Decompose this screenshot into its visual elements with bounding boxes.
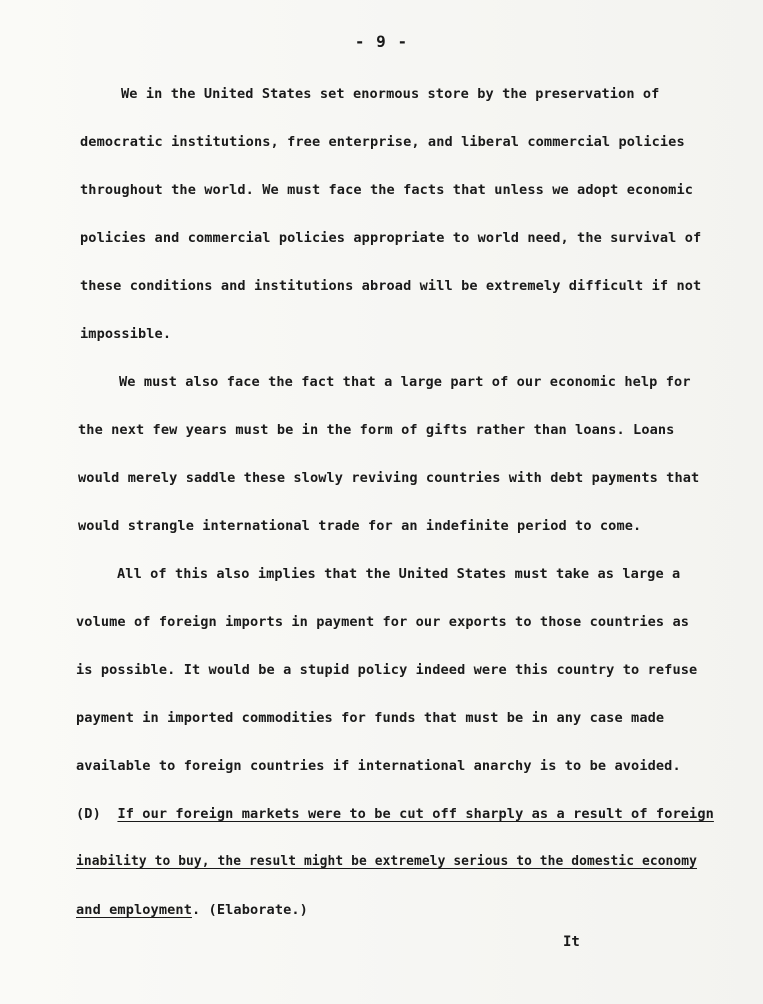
- p3-line-3: is possible. It would be a stupid policy indeed were this country to refuse: [76, 662, 698, 678]
- section-d-line-3: [76, 902, 308, 918]
- p1-line-3: throughout the world. We must face the facts that unless we adopt economic: [80, 182, 694, 198]
- p1-line-5: these conditions and institutions abroad will be extremely difficult if not: [80, 278, 702, 294]
- section-d-line-2: inability to buy, the result might be extremely serious to the domestic economy: [76, 854, 698, 869]
- p2-line-4: would strangle international trade for an indefinite period to come.: [78, 518, 642, 534]
- p2-line-2: the next few years must be in the form of gifts rather than loans. Loans: [78, 422, 675, 438]
- p3-line-4: payment in imported commodities for funds that must be in any case made: [76, 710, 665, 726]
- p3-line-5: available to foreign countries if international anarchy is to be avoided.: [76, 758, 681, 774]
- p2-line-3: would merely saddle these slowly reviving countries with debt payments that: [78, 470, 700, 486]
- page-number: - 9 -: [354, 32, 409, 51]
- section-d-line-3-rest: . (Elaborate.): [191, 902, 308, 918]
- p1-line-6: impossible.: [80, 326, 172, 342]
- p3-line-2: volume of foreign imports in payment for our exports to those countries as: [76, 614, 690, 630]
- p3-line-1: All of this also implies that the United States must take as large a: [117, 566, 681, 582]
- p2-line-1: We must also face the fact that a large part of our economic help for: [119, 374, 691, 390]
- section-d: [76, 806, 714, 822]
- p1-line-4: policies and commercial policies appropriate to world need, the survival of: [80, 230, 702, 246]
- section-d-line-1: If our foreign markets were to be cut off sharply as a result of foreign: [117, 806, 714, 822]
- catchword: It: [563, 934, 580, 950]
- p1-line-1: We in the United States set enormous store by the preservation of: [121, 86, 660, 102]
- section-d-line-3-underlined: and employment: [76, 902, 192, 918]
- p1-line-2: democratic institutions, free enterprise, and liberal commercial policies: [80, 134, 685, 150]
- section-d-label: (D): [76, 806, 101, 822]
